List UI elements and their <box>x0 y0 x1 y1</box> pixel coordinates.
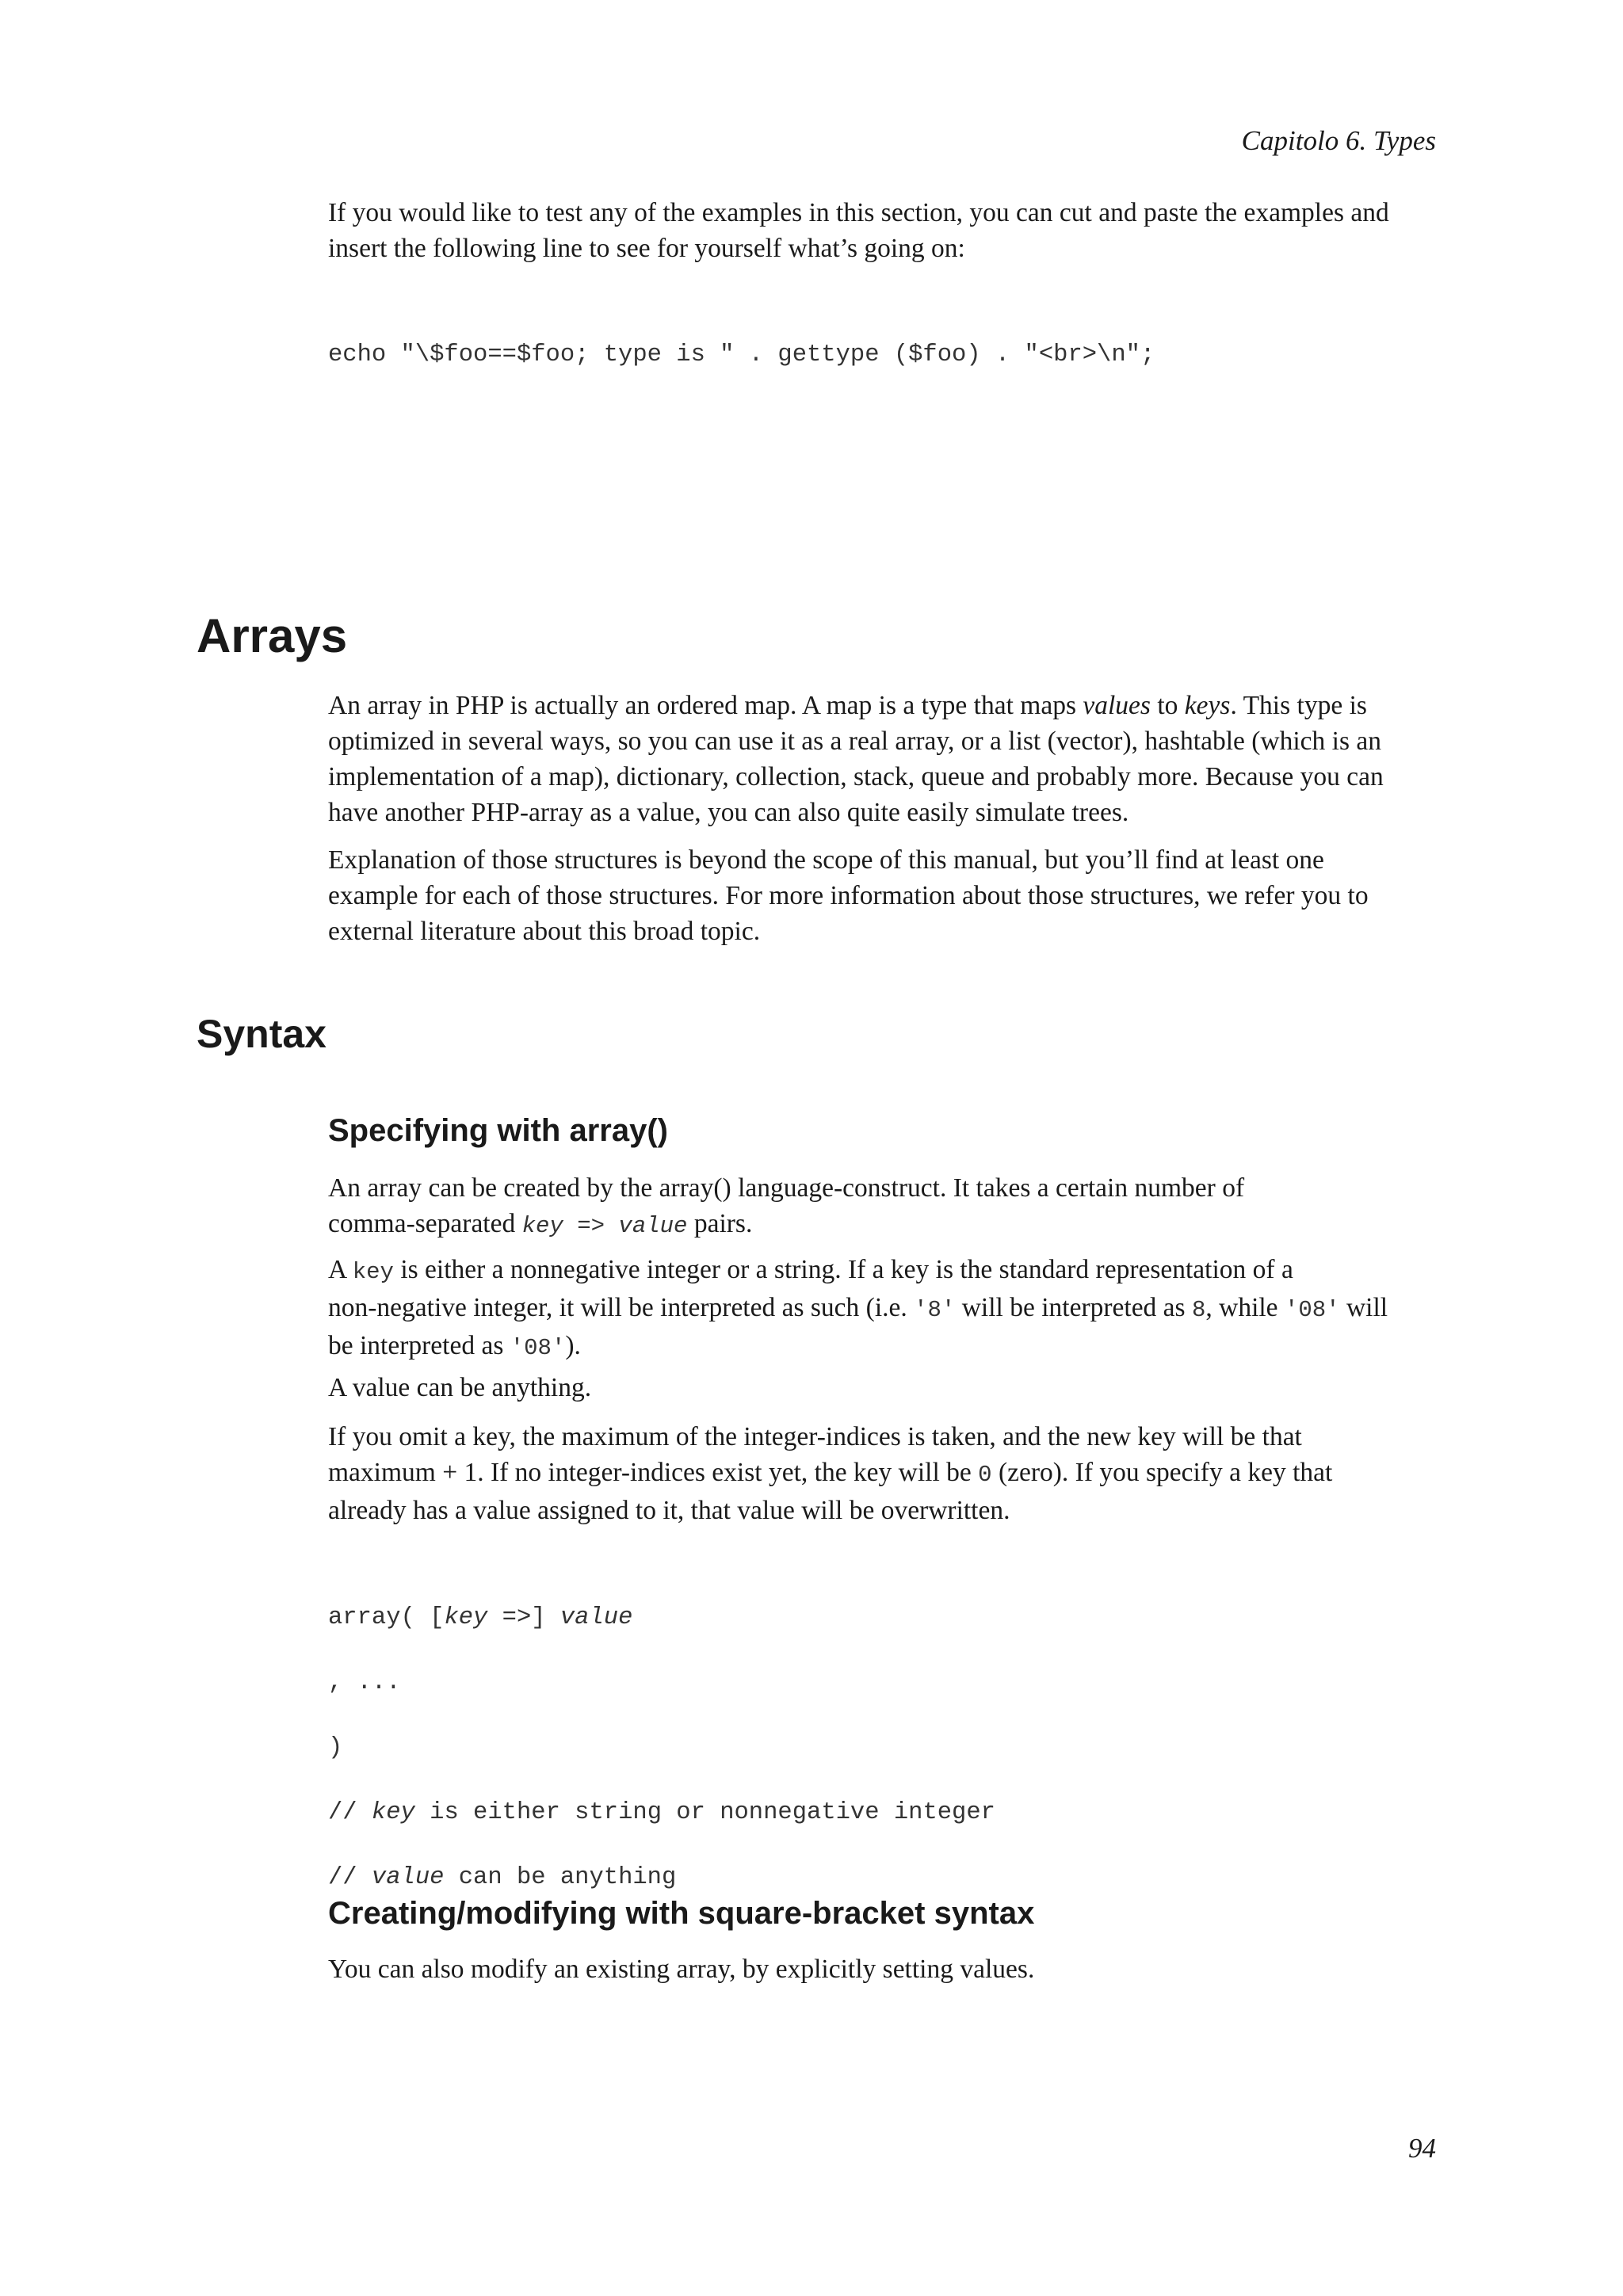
arrays-p1-line-2: optimized in several ways, so you can use it as a real array, or a list (vector), hashtable (which is an <box>328 727 1381 756</box>
arrays-paragraph-1 <box>328 688 1438 830</box>
inline-code-quoted-08: '08' <box>1284 1297 1340 1323</box>
intro-paragraph <box>328 195 1438 266</box>
specifying-p4-line-2: maximum + 1. If no integer-indices exist yet, the key will be 0 (zero). If you specify a key that <box>328 1458 1333 1488</box>
section-title-arrays: Arrays <box>197 609 348 662</box>
specifying-paragraph-4 <box>328 1419 1438 1528</box>
specifying-p2-line-2: non-negative integer, it will be interpreted as such (i.e. '8' will be interpreted as 8, while '08' will <box>328 1293 1388 1323</box>
specifying-p2-line-3: be interpreted as '08'). <box>328 1331 581 1361</box>
arrays-paragraph-2 <box>328 842 1438 949</box>
specifying-p2-line-1: A key is either a nonnegative integer or a string. If a key is the standard representation of a <box>328 1255 1293 1285</box>
intro-code-example: echo "\$foo==$foo; type is " . gettype ($foo) . "<br>\n"; <box>328 341 1155 368</box>
specifying-p4-line-1: If you omit a key, the maximum of the integer-indices is taken, and the new key will be that <box>328 1422 1302 1451</box>
page-number: 94 <box>1408 2133 1436 2164</box>
specifying-p1-line-2: comma-separated key => value pairs. <box>328 1209 753 1239</box>
inline-code-zero: 0 <box>978 1462 992 1488</box>
specifying-p4-line-3: already has a value assigned to it, that value will be overwritten. <box>328 1496 1010 1525</box>
code-line-1: array( [key =>] value <box>328 1604 633 1631</box>
arrays-p2-line-3: external literature about this broad topic. <box>328 917 761 946</box>
inline-code-quoted-8: '8' <box>914 1297 956 1323</box>
intro-line-2: insert the following line to see for yourself what’s going on: <box>328 234 965 263</box>
arrays-p2-line-2: example for each of those structures. For more information about those structures, we refer you to <box>328 881 1369 910</box>
inline-code-8: 8 <box>1191 1297 1206 1323</box>
creating-paragraph-1 <box>328 1951 1438 1987</box>
specifying-p3-line-1: A value can be anything. <box>328 1373 592 1402</box>
specifying-p1-line-1: An array can be created by the array() language-construct. It takes a certain number of <box>328 1173 1245 1203</box>
running-header: Capitolo 6. Types <box>1241 125 1436 156</box>
arrays-p1-line-4: have another PHP-array as a value, you can also quite easily simulate trees. <box>328 798 1129 827</box>
section-title-syntax: Syntax <box>197 1012 327 1056</box>
specifying-paragraph-1 <box>328 1170 1438 1244</box>
array-syntax-code-block <box>328 1569 995 1927</box>
code-line-5: // value can be anything <box>328 1864 677 1891</box>
arrays-p1-line-1: An array in PHP is actually an ordered map. A map is a type that maps values to keys. This type is <box>328 691 1367 720</box>
creating-p1-line-1: You can also modify an existing array, by explicitly setting values. <box>328 1955 1035 1984</box>
inline-code-key: key <box>352 1259 394 1285</box>
arrays-p1-line-3: implementation of a map), dictionary, collection, stack, queue and probably more. Because you can <box>328 762 1384 791</box>
code-line-2: , ... <box>328 1669 401 1696</box>
arrays-p2-line-1: Explanation of those structures is beyond the scope of this manual, but you’ll find at least one <box>328 845 1324 875</box>
code-line-4: // key is either string or nonnegative integer <box>328 1799 995 1826</box>
specifying-paragraph-2 <box>328 1252 1438 1366</box>
code-line-3: ) <box>328 1734 343 1761</box>
inline-code-key-value: key => value <box>521 1213 688 1239</box>
subsection-title-specifying: Specifying with array() <box>328 1113 668 1148</box>
inline-code-quoted-08-b: '08' <box>510 1335 566 1361</box>
intro-line-1: If you would like to test any of the examples in this section, you can cut and paste the examples and <box>328 198 1389 227</box>
subsection-title-creating: Creating/modifying with square-bracket syntax <box>328 1896 1035 1931</box>
specifying-paragraph-3 <box>328 1370 1438 1405</box>
